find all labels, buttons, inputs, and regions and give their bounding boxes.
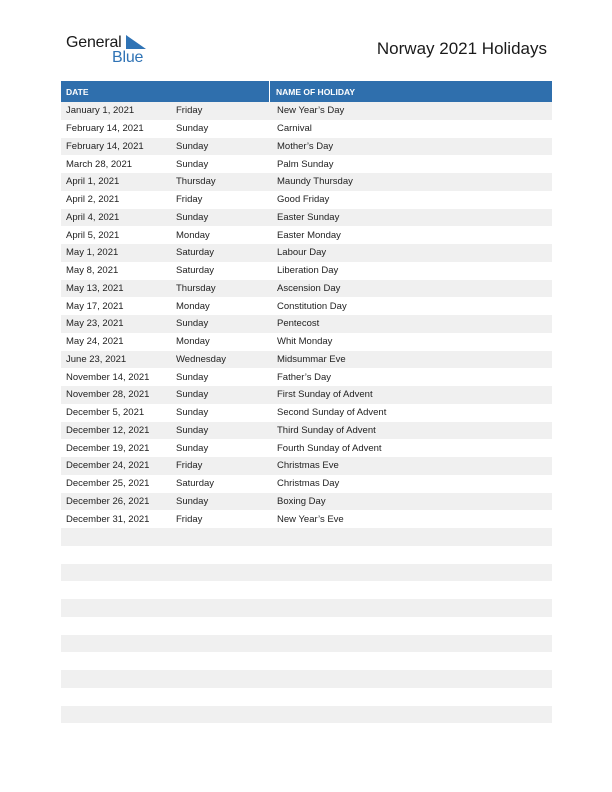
cell-weekday: Sunday: [176, 123, 209, 135]
table-row: [61, 280, 552, 298]
table-row: [61, 439, 552, 457]
table-row: [61, 226, 552, 244]
cell-date: November 28, 2021: [66, 389, 150, 401]
cell-holiday-name: New Year’s Eve: [277, 513, 344, 525]
cell-holiday-name: Father’s Day: [277, 371, 332, 383]
table-row: [61, 493, 552, 511]
logo-blue-text: Blue: [112, 49, 144, 66]
cell-date: April 4, 2021: [66, 211, 120, 223]
table-row: [61, 120, 552, 138]
cell-date: May 1, 2021: [66, 247, 119, 259]
table-row: [61, 706, 552, 724]
table-row: [61, 581, 552, 599]
cell-weekday: Friday: [176, 460, 203, 472]
cell-weekday: Sunday: [176, 140, 209, 152]
cell-date: May 8, 2021: [66, 265, 119, 277]
cell-weekday: Friday: [176, 105, 203, 117]
table-row: [61, 528, 552, 546]
table-row: [61, 617, 552, 635]
table-row: [61, 102, 552, 120]
cell-weekday: Saturday: [176, 478, 215, 490]
cell-holiday-name: Constitution Day: [277, 300, 347, 312]
table-row: [61, 244, 552, 262]
cell-weekday: Saturday: [176, 265, 215, 277]
logo-general-text: General: [66, 34, 122, 51]
cell-date: May 17, 2021: [66, 300, 124, 312]
table-row: [61, 688, 552, 706]
cell-holiday-name: Palm Sunday: [277, 158, 334, 170]
cell-holiday-name: Labour Day: [277, 247, 327, 259]
cell-date: December 25, 2021: [66, 478, 150, 490]
cell-holiday-name: Third Sunday of Advent: [277, 424, 376, 436]
table-row: [61, 333, 552, 351]
cell-weekday: Sunday: [176, 158, 209, 170]
cell-weekday: Friday: [176, 513, 203, 525]
cell-holiday-name: Midsummar Eve: [277, 353, 346, 365]
table-row: [61, 546, 552, 564]
table-row: [61, 138, 552, 156]
cell-holiday-name: Good Friday: [277, 194, 330, 206]
table-row: [61, 635, 552, 653]
cell-holiday-name: Ascension Day: [277, 282, 341, 294]
table-row: [61, 315, 552, 333]
table-row: [61, 422, 552, 440]
cell-holiday-name: Easter Sunday: [277, 211, 340, 223]
cell-weekday: Thursday: [176, 282, 216, 294]
cell-weekday: Monday: [176, 336, 210, 348]
cell-date: March 28, 2021: [66, 158, 133, 170]
table-row: [61, 209, 552, 227]
cell-weekday: Wednesday: [176, 353, 226, 365]
cell-date: December 24, 2021: [66, 460, 150, 472]
cell-date: January 1, 2021: [66, 105, 135, 117]
table-row: [61, 475, 552, 493]
table-row: [61, 510, 552, 528]
cell-weekday: Thursday: [176, 176, 216, 188]
table-header: [61, 81, 552, 102]
column-header-date: DATE: [61, 81, 270, 102]
cell-date: December 5, 2021: [66, 407, 145, 419]
table-row: [61, 404, 552, 422]
cell-date: April 2, 2021: [66, 194, 120, 206]
cell-weekday: Monday: [176, 300, 210, 312]
table-row: [61, 368, 552, 386]
cell-holiday-name: First Sunday of Advent: [277, 389, 373, 401]
table-row: [61, 262, 552, 280]
cell-holiday-name: New Year’s Day: [277, 105, 345, 117]
cell-weekday: Sunday: [176, 495, 209, 507]
table-row: [61, 723, 552, 741]
table-row: [61, 351, 552, 369]
cell-holiday-name: Liberation Day: [277, 265, 339, 277]
table-row: [61, 297, 552, 315]
table-row: [61, 457, 552, 475]
holiday-table: [61, 81, 552, 741]
cell-holiday-name: Christmas Day: [277, 478, 340, 490]
cell-weekday: Saturday: [176, 247, 215, 259]
cell-date: December 12, 2021: [66, 424, 150, 436]
cell-weekday: Sunday: [176, 442, 209, 454]
table-row: [61, 564, 552, 582]
cell-weekday: Friday: [176, 194, 203, 206]
cell-date: June 23, 2021: [66, 353, 127, 365]
cell-holiday-name: Maundy Thursday: [277, 176, 353, 188]
cell-holiday-name: Mother’s Day: [277, 140, 334, 152]
logo-triangle-icon: [126, 35, 146, 49]
cell-holiday-name: Pentecost: [277, 318, 320, 330]
cell-date: May 13, 2021: [66, 282, 124, 294]
logo: [66, 34, 156, 70]
cell-holiday-name: Boxing Day: [277, 495, 326, 507]
cell-weekday: Sunday: [176, 389, 209, 401]
cell-date: May 23, 2021: [66, 318, 124, 330]
cell-holiday-name: Whit Monday: [277, 336, 333, 348]
column-header-name: NAME OF HOLIDAY: [276, 86, 356, 97]
cell-date: November 14, 2021: [66, 371, 150, 383]
cell-weekday: Sunday: [176, 407, 209, 419]
cell-date: December 19, 2021: [66, 442, 150, 454]
cell-date: December 26, 2021: [66, 495, 150, 507]
cell-weekday: Sunday: [176, 424, 209, 436]
cell-holiday-name: Easter Monday: [277, 229, 341, 241]
table-row: [61, 599, 552, 617]
cell-date: May 24, 2021: [66, 336, 124, 348]
cell-weekday: Sunday: [176, 211, 209, 223]
table-row: [61, 670, 552, 688]
page-title: Norway 2021 Holidays: [376, 39, 547, 58]
cell-date: April 5, 2021: [66, 229, 120, 241]
cell-holiday-name: Carnival: [277, 123, 312, 135]
cell-holiday-name: Fourth Sunday of Advent: [277, 442, 382, 454]
cell-date: December 31, 2021: [66, 513, 150, 525]
table-row: [61, 173, 552, 191]
cell-date: February 14, 2021: [66, 140, 144, 152]
cell-weekday: Monday: [176, 229, 210, 241]
cell-date: April 1, 2021: [66, 176, 120, 188]
cell-holiday-name: Second Sunday of Advent: [277, 407, 387, 419]
table-body: [61, 102, 552, 741]
table-row: [61, 155, 552, 173]
table-row: [61, 652, 552, 670]
cell-weekday: Sunday: [176, 371, 209, 383]
cell-date: February 14, 2021: [66, 123, 144, 135]
cell-holiday-name: Christmas Eve: [277, 460, 339, 472]
table-row: [61, 191, 552, 209]
cell-weekday: Sunday: [176, 318, 209, 330]
table-row: [61, 386, 552, 404]
